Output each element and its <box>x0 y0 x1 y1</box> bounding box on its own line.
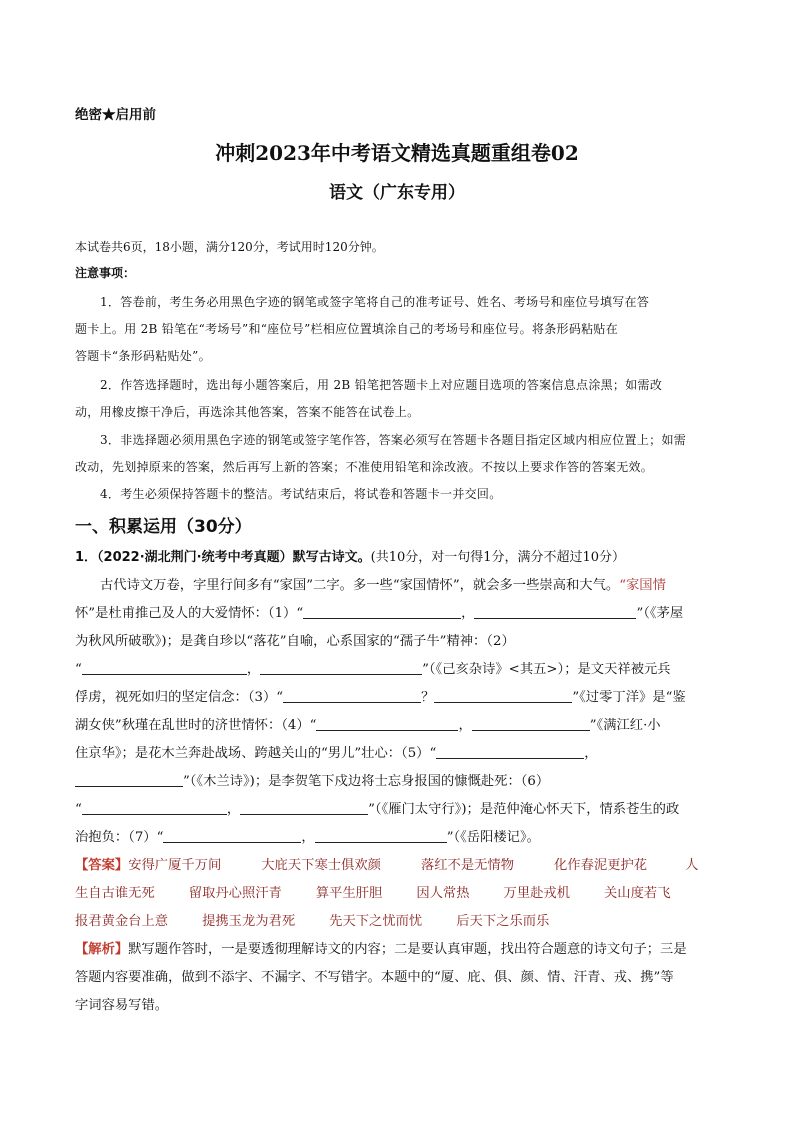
answer-blank[interactable] <box>163 828 301 843</box>
answer-blank[interactable] <box>283 688 421 703</box>
analysis-line <box>75 938 687 957</box>
question-line <box>75 770 549 789</box>
exam-subtitle: 语文（广东专用） <box>329 183 465 203</box>
note-line: 4．考生必须保持答题卡的整洁。考试结束后，将试卷和答题卡一并交回。 <box>100 487 502 501</box>
question-text: ， <box>458 718 472 733</box>
note-line: 2．作答选择题时，选出每小题答案后，用 2B 铅笔把答题卡上对应题目选项的答案信息点涂黑；如需改 <box>100 378 663 392</box>
question-text: ”（《岳阳楼记》。 <box>446 830 540 845</box>
question-line <box>75 602 683 621</box>
answer-item: 人 <box>685 858 699 873</box>
answer-row <box>75 882 671 901</box>
question-text: 住京华》；是花木兰奔赴战场、跨越关山的“男儿”壮心：（5）“ <box>75 746 437 761</box>
note-line: 答题卡“条形码粘贴处”。 <box>75 349 211 363</box>
question-line <box>75 798 679 817</box>
exam-title: 冲刺2023年中考语文精选真题重组卷02 <box>215 141 579 165</box>
answer-blank[interactable] <box>82 800 227 815</box>
answer-item: 因人常热 <box>416 886 470 901</box>
confidential-label: 绝密★启用前 <box>75 107 156 123</box>
question-text: ”（《雁门太守行》)；是范仲淹心怀天下，情系苍生的政 <box>368 802 680 817</box>
question-1-header <box>75 546 625 565</box>
question-text: 湖女侠”秋瑾在乱世时的济世情怀：（4）“ <box>75 718 317 733</box>
note-line: 动，用橡皮擦干净后，再选涂其他答案，答案不能答在试卷上。 <box>75 405 420 419</box>
question-text: ”（《茅屋 <box>636 606 684 621</box>
analysis-line: 答题内容要准确，做到不添字、不漏字、不写错字。本题中的“厦、庇、俱、颜、情、汗青、戎、携”等 <box>75 970 674 985</box>
question-text: ”（《木兰诗》)；是李贺笔下戍边将士忘身报国的慷慨赴死：（6） <box>183 774 550 789</box>
question-line <box>100 574 666 593</box>
question-text: ， <box>301 830 315 845</box>
question-text: ， <box>461 606 475 621</box>
question-text: ， <box>584 746 598 761</box>
question-text: “家国情 <box>619 578 666 593</box>
question-scoring: (共10分，对一句得1分，满分不超过10分） <box>370 550 626 565</box>
question-text: “ <box>75 802 82 817</box>
answer-blank[interactable] <box>472 716 590 731</box>
question-text: “ <box>75 662 82 677</box>
answer-item: 生自古谁无死 <box>75 886 155 901</box>
question-text: 俘虏，视死如归的坚定信念：（3）“ <box>75 690 284 705</box>
answer-item: 先天下之忧而忧 <box>329 914 423 929</box>
question-line <box>75 686 686 705</box>
exam-intro: 本试卷共6页，18小题，满分120分，考试用时120分钟。 <box>75 240 384 254</box>
question-text: ”《过零丁洋》是“鉴 <box>572 690 686 705</box>
section-heading: 一、积累运用（30分） <box>75 517 252 537</box>
answer-item: 安得广厦千万间 <box>128 858 222 873</box>
answer-blank[interactable] <box>315 828 447 843</box>
answer-item: 大庇天下寒士俱欢颜 <box>261 858 381 873</box>
note-line: 3．非选择题必须用黑色字迹的钢笔或签字笔作答，答案必须写在答题卡各题目指定区域内相应位置上；如需 <box>100 433 687 447</box>
answer-item: 报君黄金台上意 <box>75 914 169 929</box>
analysis-text: 默写题作答时，一是要透彻理解诗文的内容；二是要认真审题，找出符合题意的诗文句子；三是 <box>128 942 687 957</box>
question-text: 古代诗文万卷，字里行间多有“家国”二字。多一些“家国情怀”，就会多一些崇高和大气。 <box>100 578 620 593</box>
question-instruction: 默写古诗文。 <box>292 550 371 565</box>
answer-row <box>75 854 698 873</box>
answer-item: 化作春泥更护花 <box>554 858 648 873</box>
answer-blank[interactable] <box>303 604 461 619</box>
question-text: ？ <box>421 690 435 705</box>
note-line: 改动，先划掉原来的答案，然后再写上新的答案；不准使用铅笔和涂改液。不按以上要求作答的答案无效。 <box>75 460 654 474</box>
question-number: 1． <box>75 550 98 565</box>
note-line: 1．答卷前，考生务必用黑色字迹的钢笔或签字笔将自己的准考证号、姓名、考场号和座位号填写在答 <box>100 295 650 309</box>
answer-row <box>75 910 549 929</box>
question-line: 为秋风所破歌》)；是龚自珍以“落花”自喻，心系国家的“孺子牛”精神：（2） <box>75 634 515 649</box>
answer-item: 留取丹心照汗青 <box>188 886 282 901</box>
question-source: （2022·湖北荆门·统考中考真题） <box>97 550 293 565</box>
answer-blank[interactable] <box>474 604 636 619</box>
answer-blank[interactable] <box>434 688 572 703</box>
question-text: ”《满江红·小 <box>589 718 661 733</box>
question-text: 怀”是杜甫推己及人的大爱情怀：（1）“ <box>75 606 304 621</box>
question-text: ， <box>226 802 241 817</box>
question-line <box>75 714 661 733</box>
question-line <box>75 742 598 761</box>
answer-item: 算平生肝胆 <box>315 886 383 901</box>
question-text: ”（《己亥杂诗》<其五>）；是文天祥被元兵 <box>422 662 671 677</box>
answer-blank[interactable] <box>316 716 458 731</box>
notes-heading: 注意事项： <box>75 266 136 280</box>
question-line <box>75 658 671 677</box>
answer-tag: 【答案】 <box>75 858 129 873</box>
answer-item: 关山度若飞 <box>604 886 671 901</box>
answer-blank[interactable] <box>75 772 183 787</box>
answer-blank[interactable] <box>240 800 368 815</box>
answer-item: 后天下之乐而乐 <box>456 914 550 929</box>
question-line <box>75 826 540 845</box>
answer-blank[interactable] <box>82 660 247 675</box>
answer-blank[interactable] <box>436 744 584 759</box>
note-line: 题卡上。用 2B 铅笔在“考场号”和“座位号”栏相应位置填涂自己的考场号和座位号。将条形码粘贴在 <box>75 322 619 336</box>
question-text: 治抱负：（7）“ <box>75 830 164 845</box>
answer-item: 万里赴戎机 <box>503 886 571 901</box>
answer-item: 落红不是无情物 <box>420 858 515 873</box>
analysis-tag: 【解析】 <box>75 942 129 957</box>
question-text: ， <box>246 662 261 677</box>
analysis-line: 字词容易写错。 <box>75 998 169 1013</box>
answer-item: 提携玉龙为君死 <box>202 914 296 929</box>
answer-blank[interactable] <box>260 660 422 675</box>
